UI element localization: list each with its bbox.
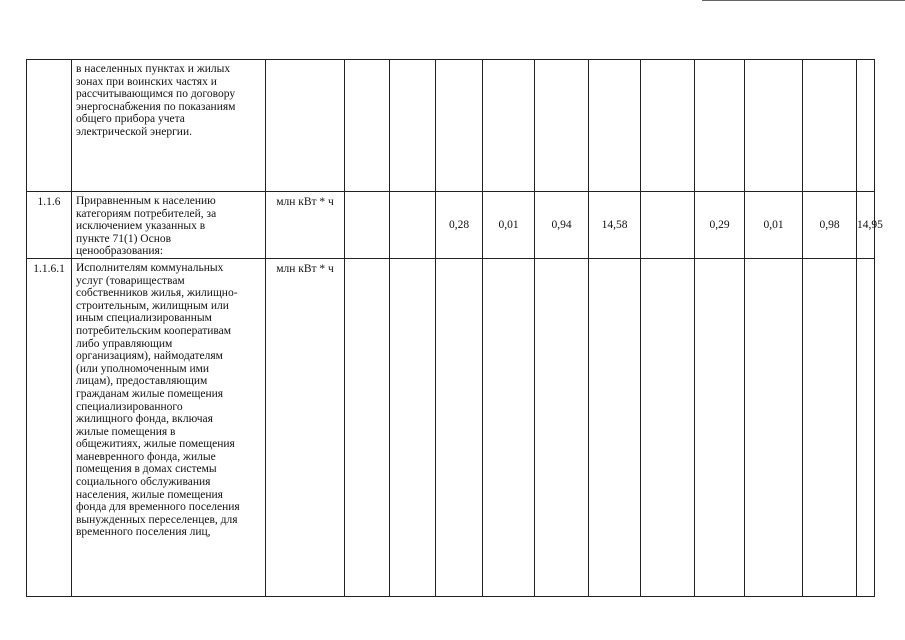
description-line: временного поселения лиц,: [76, 526, 211, 539]
value-cell: [436, 258, 483, 596]
value-cell: [695, 60, 745, 192]
description-line: Исполнителям коммунальных: [76, 261, 224, 274]
value-cell: [857, 60, 875, 192]
table-row: [27, 258, 875, 596]
value-cell: [589, 258, 641, 596]
description-line: (или уполномоченным ими: [76, 362, 210, 375]
description-line: потребительским кооперативам: [76, 324, 232, 337]
table-row: [27, 192, 875, 259]
unit-cell: [266, 60, 345, 192]
description-line: общежитиях, жилые помещения: [76, 438, 235, 451]
description-line: в населенных пунктах и жилых: [76, 63, 231, 75]
unit-cell: млн кВт * ч: [266, 192, 345, 259]
value-cell: [345, 60, 390, 192]
description-line: услуг (товариществам: [76, 274, 185, 287]
description-line: населения, жилые помещения: [76, 488, 223, 501]
description-line: жилые помещения в: [76, 425, 176, 438]
tariff-volume-table: [26, 59, 883, 597]
value-cell: 0,28: [436, 192, 483, 259]
value-cell: [483, 258, 535, 596]
description-line: фонда для временного поселения: [76, 501, 240, 514]
row-number-cell: 1.1.6.1: [27, 258, 72, 596]
value-cell: 0,01: [745, 192, 803, 259]
description-line: гражданам жилые помещения: [76, 387, 224, 400]
description-line: общего прибора учета: [76, 113, 185, 126]
value-cell: [857, 258, 875, 596]
value-cell: 0,94: [535, 192, 589, 259]
description-line: энергоснабжения по показаниям: [76, 100, 236, 113]
value-cell: [390, 258, 436, 596]
description-line: категориям потребителей, за: [76, 207, 217, 220]
value-cell: 0,29: [695, 192, 745, 259]
table-row: [27, 60, 875, 192]
description-line: социального обслуживания: [76, 476, 211, 489]
row-description-cell: [72, 258, 266, 596]
value-cell: [390, 60, 436, 192]
unit-cell: млн кВт * ч: [266, 258, 345, 596]
value-cell: [641, 60, 695, 192]
row-description-cell: [72, 192, 266, 259]
description-line: рассчитывающимся по договору: [76, 88, 236, 101]
description-line: жилищного фонда, включая: [76, 413, 213, 426]
value-cell: [745, 258, 803, 596]
value-cell: 14,58: [589, 192, 641, 259]
description-line: либо управляющим: [76, 337, 173, 350]
value-cell: [535, 258, 589, 596]
value-cell: [483, 60, 535, 192]
row-description-cell: [72, 60, 266, 192]
value-cell: [695, 258, 745, 596]
row-number-cell: 1.1.6: [27, 192, 72, 259]
value-cell: [803, 60, 857, 192]
description-line: Приравненным к населению: [76, 195, 216, 207]
value-cell: [390, 192, 436, 259]
value-cell: [436, 60, 483, 192]
value-cell: [345, 258, 390, 596]
value-cell: 0,98: [803, 192, 857, 259]
value-cell: [641, 258, 695, 596]
description-line: собственников жилья, жилищно-: [76, 287, 238, 300]
description-line: лицам), предоставляющим: [76, 375, 208, 388]
description-line: электрической энергии.: [76, 125, 192, 138]
value-cell: [641, 192, 695, 259]
description-line: иным специализированным: [76, 312, 212, 325]
description-line: помещения в домах системы: [76, 463, 217, 476]
page-top-rule: [702, 0, 905, 1]
description-line: ценообразования:: [76, 245, 164, 258]
value-cell: [345, 192, 390, 259]
value-cell: 14,95: [857, 192, 875, 259]
description-line: строительным, жилищным или: [76, 299, 229, 312]
value-cell: [535, 60, 589, 192]
description-line: зонах при воинских частях и: [76, 75, 217, 88]
description-line: вынужденных переселенцев, для: [76, 513, 238, 526]
description-line: маневренного фонда, жилые: [76, 450, 216, 463]
description-line: пункте 71(1) Основ: [76, 232, 172, 245]
value-cell: [803, 258, 857, 596]
value-cell: [589, 60, 641, 192]
description-line: организациям), наймодателям: [76, 350, 223, 363]
row-number-cell: [27, 60, 72, 192]
value-cell: [745, 60, 803, 192]
value-cell: 0,01: [483, 192, 535, 259]
description-line: специализированного: [76, 400, 183, 413]
description-line: исключением указанных в: [76, 220, 206, 233]
